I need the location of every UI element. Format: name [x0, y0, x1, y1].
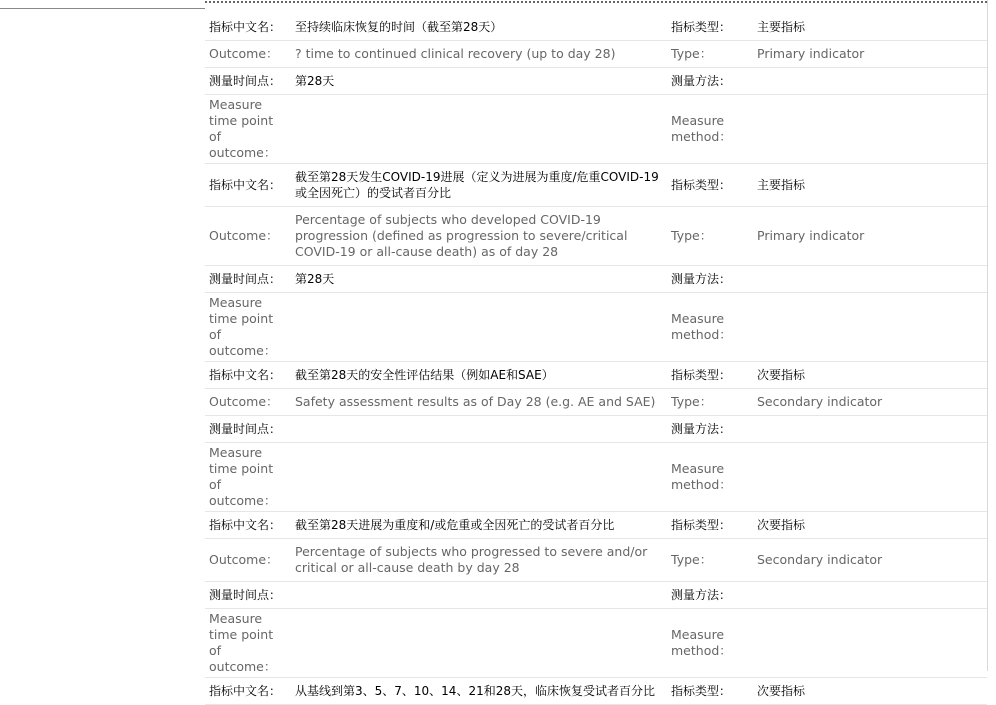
- outcome-type-en: Primary indicator: [753, 41, 987, 68]
- outcome-type-zh-label: 指标类型：: [667, 512, 753, 539]
- outcome-name-en-label: Outcome：: [205, 207, 291, 266]
- measure-time-en: [291, 293, 667, 362]
- outcome-type-zh: 主要指标: [753, 14, 987, 41]
- measure-time-zh-label: 测量时间点：: [205, 416, 291, 443]
- measure-time-en-label: Measure time point of outcome：: [205, 443, 291, 512]
- top-rule: [0, 8, 205, 9]
- outcome-name-zh-label: 指标中文名：: [205, 164, 291, 207]
- measure-method-zh-label: 测量方法：: [667, 416, 753, 443]
- outcome-type-en-label: Type：: [667, 389, 753, 416]
- measure-method-en: [753, 443, 987, 512]
- outcome-3-zh-row: [205, 362, 987, 389]
- outcome-5-zh-row: [205, 678, 987, 705]
- outcome-4-en-row: [205, 539, 987, 582]
- outcome-name-en-label: Outcome：: [205, 41, 291, 68]
- measure-method-zh-label: 测量方法：: [667, 582, 753, 609]
- outcome-type-en: Secondary indicator: [753, 539, 987, 582]
- outcome-name-zh: 截至第28天发生COVID-19进展（定义为进展为重度/危重COVID-19或全因死亡）的受试者百分比: [291, 164, 667, 207]
- measure-method-en: [753, 293, 987, 362]
- outcome-2-en-row: [205, 207, 987, 266]
- outcome-name-zh: 截至第28天的安全性评估结果（例如AE和SAE）: [291, 362, 667, 389]
- outcome-type-zh-label: 指标类型：: [667, 164, 753, 207]
- measure-method-zh-label: 测量方法：: [667, 266, 753, 293]
- outcome-name-en: Percentage of subjects who developed COVID-19 progression (defined as progression to severe/critical COVID-19 or all-cause death) as of day 28: [291, 207, 667, 266]
- outcome-name-zh: 至持续临床恢复的时间（截至第28天）: [291, 14, 667, 41]
- measure-time-en-label: Measure time point of outcome：: [205, 95, 291, 164]
- outcome-name-en: ? time to continued clinical recovery (up to day 28): [291, 41, 667, 68]
- outcome-table: [205, 14, 987, 705]
- outcome-name-zh-label: 指标中文名：: [205, 678, 291, 705]
- measure-time-en-label: Measure time point of outcome：: [205, 609, 291, 678]
- outcome-name-zh-label: 指标中文名：: [205, 14, 291, 41]
- outcome-name-en: Safety assessment results as of Day 28 (e.g. AE and SAE): [291, 389, 667, 416]
- outcome-type-zh: 次要指标: [753, 362, 987, 389]
- outcome-type-zh-label: 指标类型：: [667, 14, 753, 41]
- outcome-1-zh-row: [205, 14, 987, 41]
- outcome-type-en-label: Type：: [667, 41, 753, 68]
- outcome-3-time-zh-row: [205, 416, 987, 443]
- measure-time-zh: [291, 416, 667, 443]
- outcome-type-zh-label: 指标类型：: [667, 362, 753, 389]
- outcome-type-zh: 次要指标: [753, 512, 987, 539]
- measure-method-en: [753, 95, 987, 164]
- outcome-type-zh: 主要指标: [753, 164, 987, 207]
- measure-method-en: [753, 609, 987, 678]
- measure-method-zh: [753, 266, 987, 293]
- outcome-type-en: Primary indicator: [753, 207, 987, 266]
- measure-time-en-label: Measure time point of outcome：: [205, 293, 291, 362]
- outcome-2-zh-row: [205, 164, 987, 207]
- outcome-4-time-zh-row: [205, 582, 987, 609]
- measure-method-en-label: Measure method：: [667, 293, 753, 362]
- outcome-type-zh-label: 指标类型：: [667, 678, 753, 705]
- measure-time-zh: [291, 582, 667, 609]
- measure-method-en-label: Measure method：: [667, 95, 753, 164]
- outcome-name-zh-label: 指标中文名：: [205, 512, 291, 539]
- measure-time-zh: 第28天: [291, 266, 667, 293]
- measure-time-zh: 第28天: [291, 68, 667, 95]
- measure-method-zh: [753, 68, 987, 95]
- outcome-3-en-row: [205, 389, 987, 416]
- outcome-1-en-row: [205, 41, 987, 68]
- measure-time-zh-label: 测量时间点：: [205, 582, 291, 609]
- outcome-name-zh: 从基线到第3、5、7、10、14、21和28天，临床恢复受试者百分比: [291, 678, 667, 705]
- outcome-2-time-zh-row: [205, 266, 987, 293]
- outcome-4-time-en-row: [205, 609, 987, 678]
- outcome-type-en-label: Type：: [667, 539, 753, 582]
- outcome-name-en-label: Outcome：: [205, 539, 291, 582]
- measure-time-en: [291, 95, 667, 164]
- outcome-4-zh-row: [205, 512, 987, 539]
- measure-time-zh-label: 测量时间点：: [205, 266, 291, 293]
- outcome-type-en-label: Type：: [667, 207, 753, 266]
- outcome-name-en: Percentage of subjects who progressed to severe and/or critical or all-cause death by day 28: [291, 539, 667, 582]
- outcome-type-zh: 次要指标: [753, 678, 987, 705]
- outcome-3-time-en-row: [205, 443, 987, 512]
- outcome-1-time-en-row: [205, 95, 987, 164]
- outcome-type-en: Secondary indicator: [753, 389, 987, 416]
- measure-time-en: [291, 609, 667, 678]
- measure-time-zh-label: 测量时间点：: [205, 68, 291, 95]
- outcome-name-zh-label: 指标中文名：: [205, 362, 291, 389]
- outcome-name-en-label: Outcome：: [205, 389, 291, 416]
- measure-method-en-label: Measure method：: [667, 443, 753, 512]
- measure-time-en: [291, 443, 667, 512]
- outcome-2-time-en-row: [205, 293, 987, 362]
- measure-method-en-label: Measure method：: [667, 609, 753, 678]
- outcome-1-time-zh-row: [205, 68, 987, 95]
- measure-method-zh: [753, 582, 987, 609]
- measure-method-zh-label: 测量方法：: [667, 68, 753, 95]
- measure-method-zh: [753, 416, 987, 443]
- outcome-name-zh: 截至第28天进展为重度和/或危重或全因死亡的受试者百分比: [291, 512, 667, 539]
